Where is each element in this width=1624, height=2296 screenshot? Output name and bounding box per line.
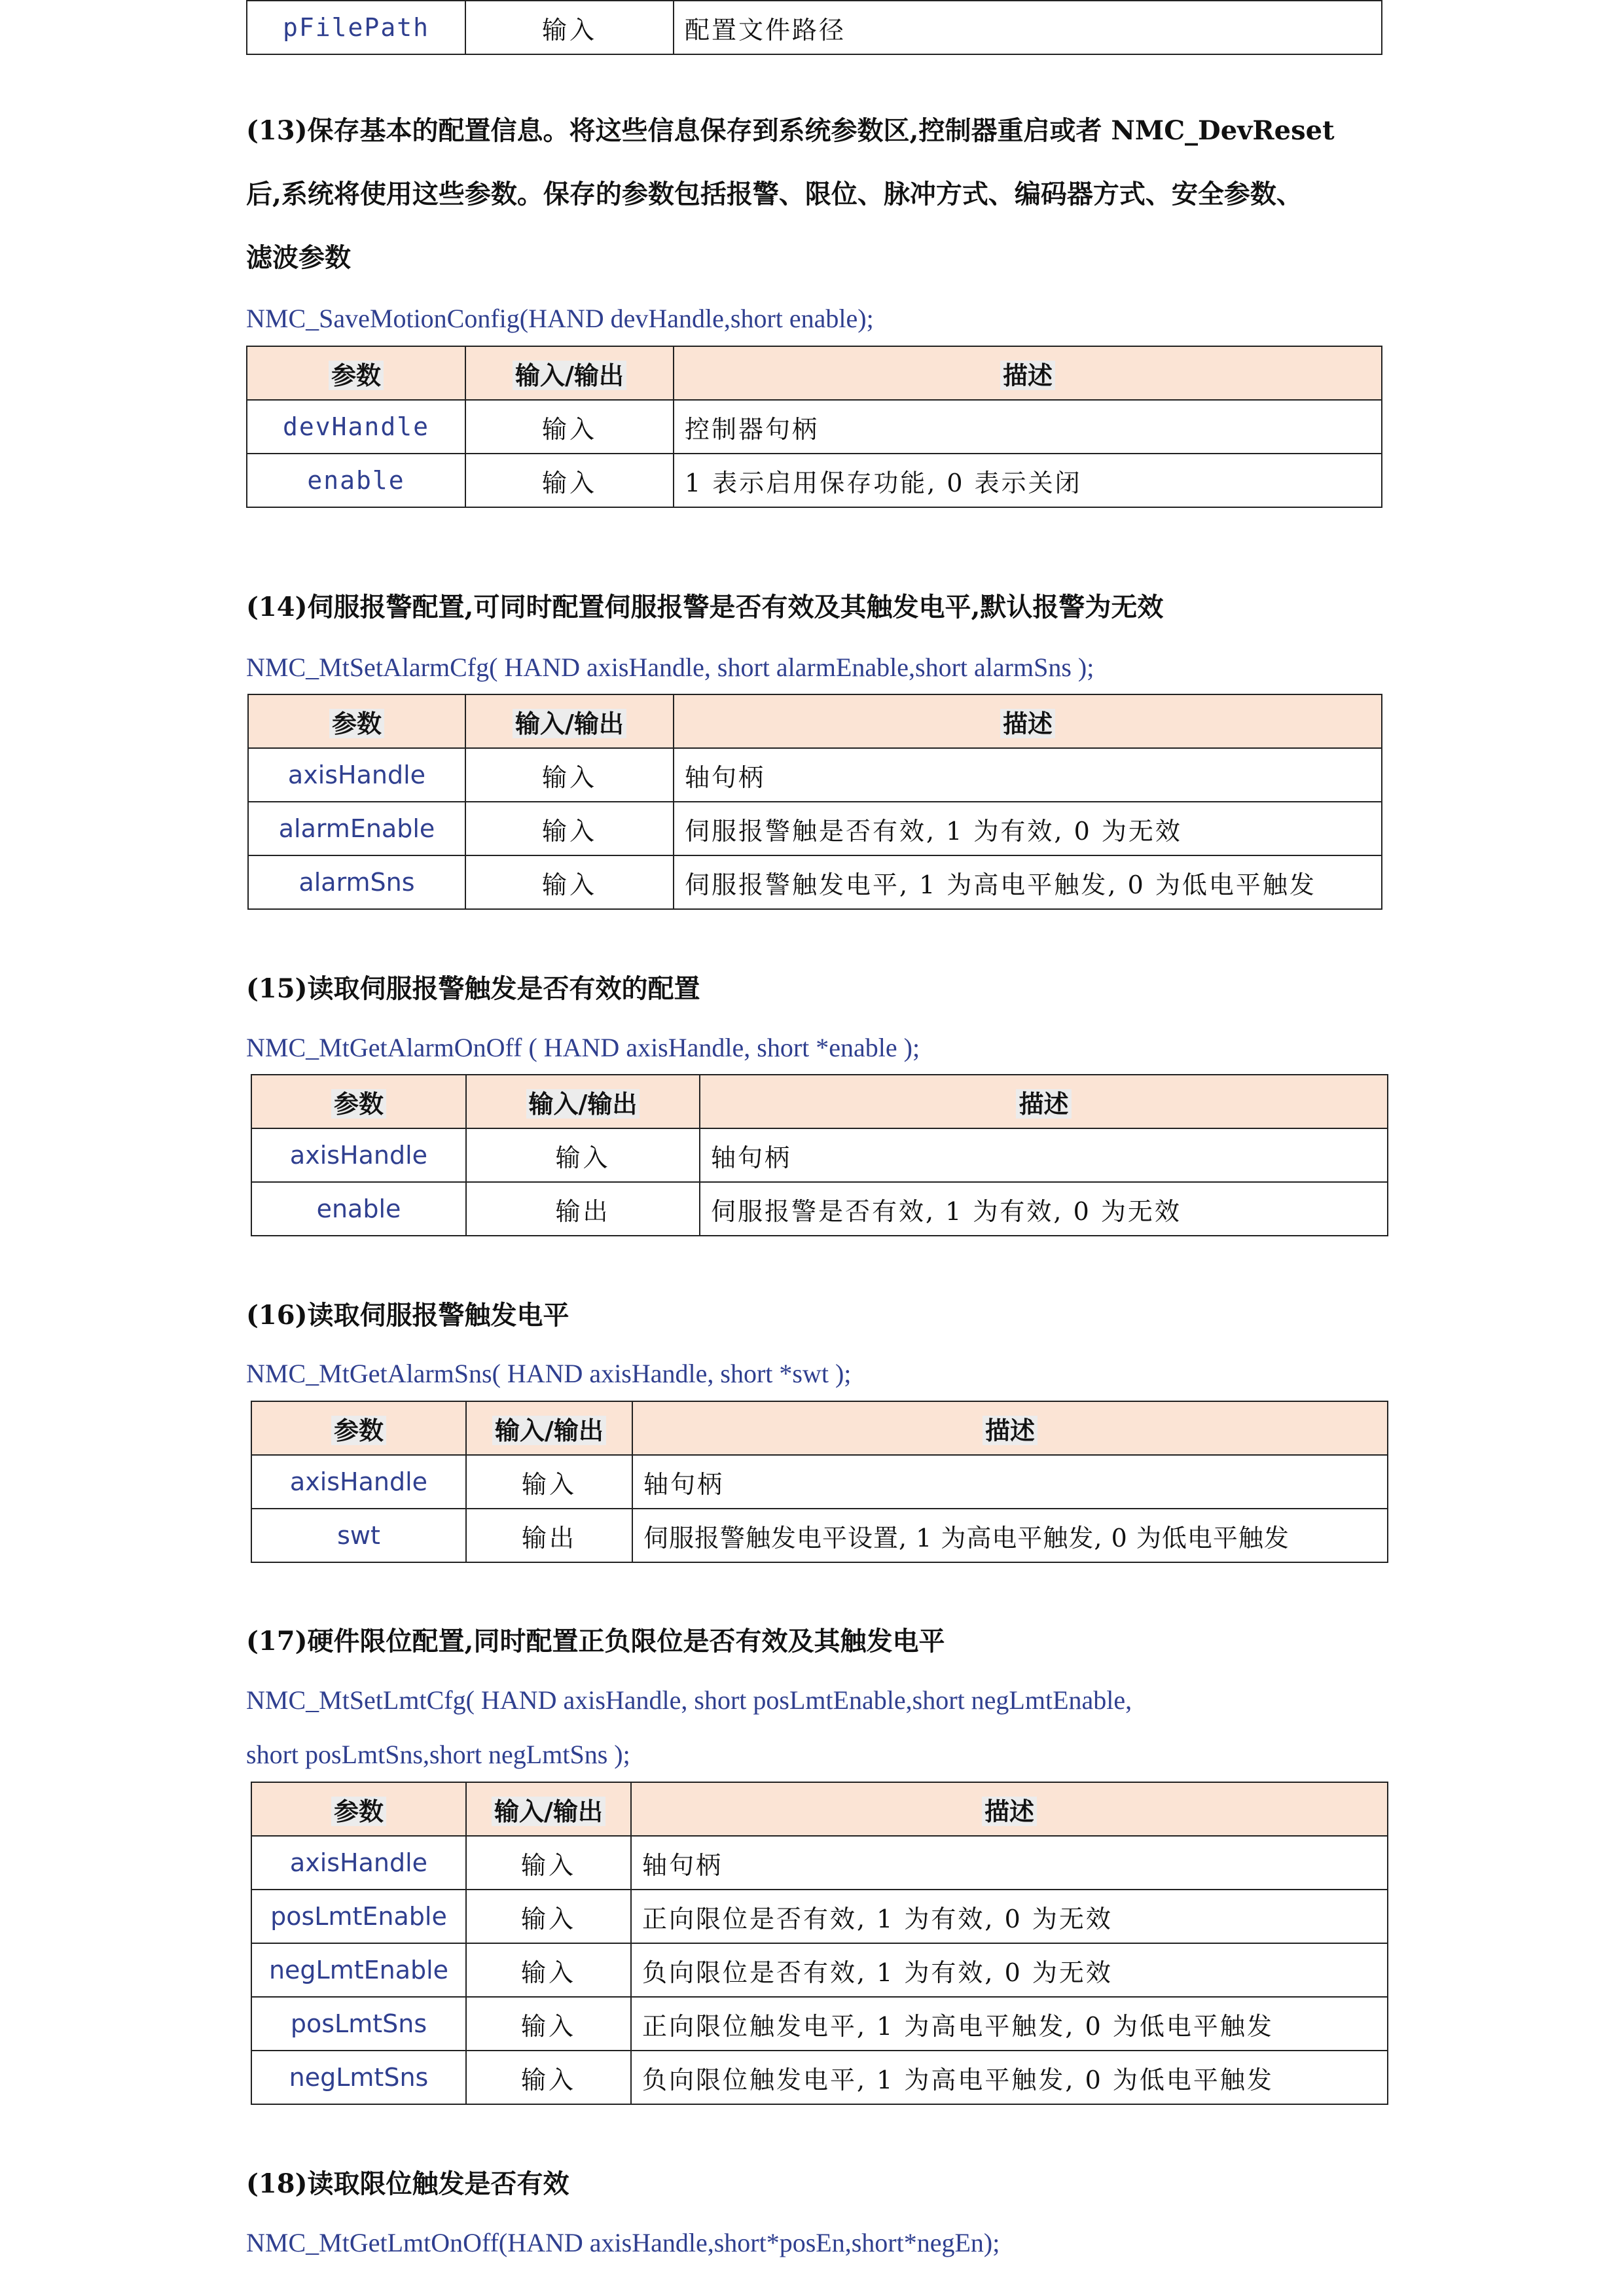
param-name: negLmtEnable [251,1943,466,1997]
table-row [251,1890,1388,1943]
header-io: 输入/输出 [465,694,674,748]
section-13-param-table [246,346,1382,508]
param-name: axisHandle [251,1128,466,1182]
param-io: 输入 [466,1890,631,1943]
section-17-heading: (17)硬件限位配置,同时配置正负限位是否有效及其触发电平 [246,1626,945,1657]
param-name: posLmtSns [251,1997,466,2051]
table-row [251,1128,1388,1182]
header-desc: 描述 [631,1782,1388,1836]
table-header-row [247,346,1382,400]
param-io: 输入 [466,1455,632,1509]
param-desc: 轴句柄 [631,1836,1388,1890]
section-13-line-3: 滤波参数 [246,242,351,273]
header-desc: 描述 [632,1401,1388,1455]
section-17-function-signature-line-1: NMC_MtSetLmtCfg( HAND axisHandle, short posLmtEnable,short negLmtEnable, [246,1685,1132,1715]
section-14-function-signature: NMC_MtSetAlarmCfg( HAND axisHandle, short alarmEnable,short alarmSns ); [246,653,1094,682]
param-desc: 负向限位是否有效, 1 为有效, 0 为无效 [631,1943,1388,1997]
table-row [251,1455,1388,1509]
section-15-function-signature: NMC_MtGetAlarmOnOff ( HAND axisHandle, short *enable ); [246,1033,920,1062]
param-name: axisHandle [248,748,465,802]
section-18-function-signature: NMC_MtGetLmtOnOff(HAND axisHandle,short*posEn,short*negEn); [246,2228,1000,2257]
param-name: enable [251,1182,466,1236]
section-16-function-signature: NMC_MtGetAlarmSns( HAND axisHandle, short *swt ); [246,1359,852,1388]
table-row [248,855,1382,909]
header-param: 参数 [247,346,465,400]
table-row [251,1997,1388,2051]
pfilepath-table [246,0,1382,55]
param-name: enable [247,454,465,507]
table-row [248,748,1382,802]
param-io: 输出 [466,1182,700,1236]
table-row [248,802,1382,855]
param-name: pFilePath [247,1,465,54]
table-row [251,2051,1388,2104]
table-row [251,1943,1388,1997]
param-name: devHandle [247,400,465,454]
param-io: 输入 [466,1997,631,2051]
header-param: 参数 [251,1782,466,1836]
param-name: swt [251,1509,466,1562]
param-io: 输入 [466,2051,631,2104]
param-desc: 控制器句柄 [674,400,1382,454]
param-io: 输入 [465,855,674,909]
section-14-heading: (14)伺服报警配置,可同时配置伺服报警是否有效及其触发电平,默认报警为无效 [246,592,1164,622]
param-desc: 正向限位触发电平, 1 为高电平触发, 0 为低电平触发 [631,1997,1388,2051]
param-desc: 轴句柄 [674,748,1382,802]
section-15-heading: (15)读取伺服报警触发是否有效的配置 [246,973,700,1004]
param-name: posLmtEnable [251,1890,466,1943]
param-io: 输出 [466,1509,632,1562]
header-desc: 描述 [674,346,1382,400]
param-io: 输入 [465,454,674,507]
section-16-param-table [251,1401,1388,1563]
header-io: 输入/输出 [466,1782,631,1836]
header-io: 输入/输出 [465,346,674,400]
section-14-param-table [247,694,1382,910]
param-io: 输入 [466,1836,631,1890]
section-15-param-table [251,1074,1388,1236]
param-io: 输入 [465,1,674,54]
param-name: axisHandle [251,1455,466,1509]
header-desc: 描述 [674,694,1382,748]
param-desc: 伺服报警触发电平设置, 1 为高电平触发, 0 为低电平触发 [632,1509,1388,1562]
param-desc: 正向限位是否有效, 1 为有效, 0 为无效 [631,1890,1388,1943]
table-row [247,400,1382,454]
param-name: axisHandle [251,1836,466,1890]
table-header-row [251,1782,1388,1836]
section-17-function-signature-line-2: short posLmtSns,short negLmtSns ); [246,1740,630,1769]
header-io: 输入/输出 [466,1401,632,1455]
param-name: alarmSns [248,855,465,909]
param-desc: 轴句柄 [700,1128,1388,1182]
section-17-param-table [251,1782,1388,2105]
table-row [251,1182,1388,1236]
param-desc: 伺服报警触发电平, 1 为高电平触发, 0 为低电平触发 [674,855,1382,909]
section-13-line-2: 后,系统将使用这些参数。保存的参数包括报警、限位、脉冲方式、编码器方式、安全参数、 [246,179,1303,209]
param-name: negLmtSns [251,2051,466,2104]
table-row [247,1,1382,54]
param-desc: 配置文件路径 [674,1,1382,54]
header-param: 参数 [251,1075,466,1128]
table-header-row [248,694,1382,748]
param-desc: 1 表示启用保存功能, 0 表示关闭 [674,454,1382,507]
header-desc: 描述 [700,1075,1388,1128]
section-18-heading: (18)读取限位触发是否有效 [246,2168,569,2199]
param-io: 输入 [465,400,674,454]
param-io: 输入 [466,1128,700,1182]
section-13-line-1: (13)保存基本的配置信息。将这些信息保存到系统参数区,控制器重启或者 NMC_DevReset [246,115,1335,146]
param-desc: 负向限位触发电平, 1 为高电平触发, 0 为低电平触发 [631,2051,1388,2104]
section-16-heading: (16)读取伺服报警触发电平 [246,1300,569,1331]
header-param: 参数 [251,1401,466,1455]
param-io: 输入 [465,748,674,802]
param-io: 输入 [465,802,674,855]
table-row [251,1836,1388,1890]
header-param: 参数 [248,694,465,748]
table-row [247,454,1382,507]
header-io: 输入/输出 [466,1075,700,1128]
table-header-row [251,1401,1388,1455]
param-desc: 伺服报警触是否有效, 1 为有效, 0 为无效 [674,802,1382,855]
param-desc: 伺服报警是否有效, 1 为有效, 0 为无效 [700,1182,1388,1236]
section-13-function-signature: NMC_SaveMotionConfig(HAND devHandle,short enable); [246,304,874,333]
param-name: alarmEnable [248,802,465,855]
table-row [251,1509,1388,1562]
param-io: 输入 [466,1943,631,1997]
param-desc: 轴句柄 [632,1455,1388,1509]
table-header-row [251,1075,1388,1128]
